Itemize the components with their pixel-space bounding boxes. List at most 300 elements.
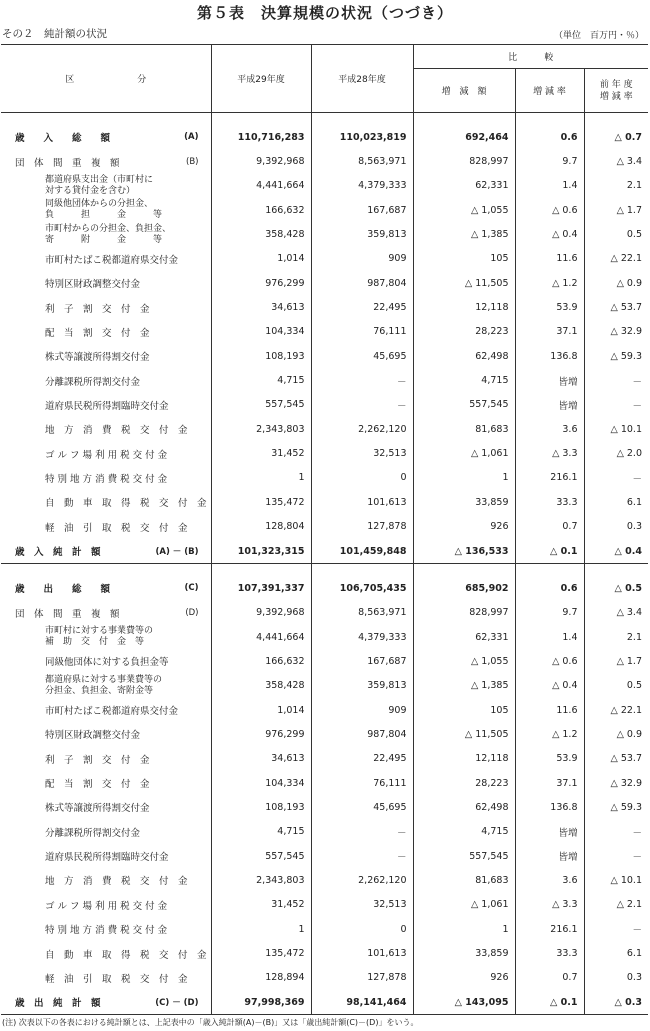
row-label: ゴ ル フ 場 利 用 税 交 付 金	[45, 449, 168, 461]
row-label: 軽 油 引 取 税 交 付 金	[45, 973, 188, 985]
table-row	[1, 490, 648, 514]
cell-v29: 358,428	[211, 674, 311, 698]
cell-v29: 128,894	[211, 966, 311, 990]
table-row	[1, 844, 648, 868]
cell-v29: 110,716,283	[211, 125, 311, 149]
table-row	[1, 320, 648, 344]
header-kubun: 区 分	[1, 45, 211, 113]
cell-v28: 101,459,848	[311, 539, 413, 564]
cell-v29: 166,632	[211, 198, 311, 222]
cell-v29: 4,441,664	[211, 625, 311, 649]
cell-diff: 12,118	[413, 747, 515, 771]
row-label: 同級他団体に対する負担金等	[45, 657, 169, 669]
row-tag: (C) － (D)	[155, 998, 199, 1009]
cell-v28: 4,379,333	[311, 174, 413, 198]
row-label: 都道府県に対する事業費等の 分担金、負担金、寄附金等	[45, 674, 163, 696]
cell-v28: 987,804	[311, 722, 413, 746]
cell-diff: 105	[413, 698, 515, 722]
cell-prev: －	[584, 917, 648, 941]
cell-v28: 106,705,435	[311, 576, 413, 600]
cell-prev: －	[584, 368, 648, 392]
table-row	[1, 271, 648, 295]
row-label-cell	[1, 174, 211, 198]
spacer-cell	[515, 564, 584, 577]
row-label-cell	[1, 393, 211, 417]
page-title: 第５表 決算規模の状況（つづき）	[196, 4, 453, 22]
row-label: 歳 入 純 計 額	[15, 547, 101, 559]
cell-v29: 9,392,968	[211, 601, 311, 625]
row-label: 配 当 割 交 付 金	[45, 779, 150, 791]
table-row	[1, 174, 648, 198]
row-label: 道府県民税所得割臨時交付金	[45, 852, 169, 864]
cell-v29: 108,193	[211, 795, 311, 819]
row-label-cell	[1, 149, 211, 173]
table-row	[1, 893, 648, 917]
cell-diff: 62,498	[413, 344, 515, 368]
row-label-cell	[1, 320, 211, 344]
row-label-cell	[1, 344, 211, 368]
row-label-cell	[1, 515, 211, 539]
cell-prev: △ 32.9	[584, 320, 648, 344]
cell-prev: 2.1	[584, 625, 648, 649]
row-label-cell	[1, 674, 211, 698]
cell-v28: 0	[311, 917, 413, 941]
row-tag: (A)	[184, 132, 199, 143]
table-row	[1, 649, 648, 673]
row-label-cell	[1, 466, 211, 490]
cell-v28: 359,813	[311, 222, 413, 246]
cell-v28: 167,687	[311, 198, 413, 222]
cell-rate: 53.9	[515, 295, 584, 319]
table-row	[1, 576, 648, 600]
spacer-cell	[311, 564, 413, 577]
cell-diff: 926	[413, 515, 515, 539]
cell-v28: 110,023,819	[311, 125, 413, 149]
row-label: 配 当 割 交 付 金	[45, 327, 150, 339]
cell-prev: △ 59.3	[584, 344, 648, 368]
cell-diff: 557,545	[413, 393, 515, 417]
cell-v28: 76,111	[311, 771, 413, 795]
cell-v28: －	[311, 368, 413, 392]
row-label: 特別区財政調整交付金	[45, 279, 141, 291]
spacer-cell	[515, 113, 584, 126]
cell-rate: △ 1.2	[515, 722, 584, 746]
table-row	[1, 247, 648, 271]
row-label: 団 体 間 重 複 額	[15, 157, 120, 169]
cell-diff: 828,997	[413, 149, 515, 173]
table-row	[1, 149, 648, 173]
revenue-section	[1, 113, 648, 564]
cell-diff: △ 136,533	[413, 539, 515, 564]
header-h28: 平成28年度	[311, 45, 413, 113]
cell-rate: 37.1	[515, 771, 584, 795]
spacer-cell	[584, 113, 648, 126]
row-label: 市町村たばこ税都道府県交付金	[45, 254, 179, 266]
table-row	[1, 344, 648, 368]
row-label-cell	[1, 966, 211, 990]
row-label: 市町村からの分担金、負担金、 寄 附 金 等	[45, 223, 172, 245]
cell-rate: 0.6	[515, 125, 584, 149]
cell-v28: 76,111	[311, 320, 413, 344]
cell-v28: 22,495	[311, 747, 413, 771]
cell-rate: 37.1	[515, 320, 584, 344]
table-row	[1, 722, 648, 746]
row-label-cell	[1, 417, 211, 441]
cell-rate: 136.8	[515, 344, 584, 368]
cell-v29: 9,392,968	[211, 149, 311, 173]
cell-diff: 28,223	[413, 320, 515, 344]
cell-prev: △ 1.7	[584, 649, 648, 673]
row-label: 地 方 消 費 税 交 付 金	[45, 425, 188, 437]
row-label-cell	[1, 722, 211, 746]
cell-v28: 45,695	[311, 795, 413, 819]
cell-rate: △ 0.6	[515, 198, 584, 222]
cell-v29: 31,452	[211, 893, 311, 917]
cell-rate: △ 3.3	[515, 893, 584, 917]
cell-prev: △ 22.1	[584, 247, 648, 271]
table-row	[1, 515, 648, 539]
cell-v28: 167,687	[311, 649, 413, 673]
row-label-cell	[1, 649, 211, 673]
row-tag: (D)	[185, 607, 199, 618]
row-label-cell	[1, 990, 211, 1015]
cell-diff: 62,331	[413, 174, 515, 198]
cell-v29: 358,428	[211, 222, 311, 246]
row-label: 軽 油 引 取 税 交 付 金	[45, 522, 188, 534]
header-zennendo: 前 年 度 増 減 率	[584, 69, 648, 113]
cell-rate: 1.4	[515, 625, 584, 649]
cell-v29: 101,323,315	[211, 539, 311, 564]
table-row	[1, 990, 648, 1015]
table-row	[1, 771, 648, 795]
cell-rate: 216.1	[515, 917, 584, 941]
table-row	[1, 601, 648, 625]
expenditure-section	[1, 564, 648, 1015]
cell-v29: 2,343,803	[211, 417, 311, 441]
cell-rate: △ 0.4	[515, 222, 584, 246]
cell-rate: 53.9	[515, 747, 584, 771]
table-row	[1, 417, 648, 441]
cell-diff: 828,997	[413, 601, 515, 625]
cell-v29: 135,472	[211, 941, 311, 965]
table-row	[1, 917, 648, 941]
table-row	[1, 393, 648, 417]
table-row	[1, 539, 648, 564]
cell-diff: △ 1,061	[413, 441, 515, 465]
cell-v29: 4,715	[211, 368, 311, 392]
cell-v29: 34,613	[211, 747, 311, 771]
cell-v29: 166,632	[211, 649, 311, 673]
cell-diff: △ 1,055	[413, 649, 515, 673]
cell-diff: 1	[413, 917, 515, 941]
cell-v28: 4,379,333	[311, 625, 413, 649]
spacer-cell	[311, 113, 413, 126]
cell-prev: △ 53.7	[584, 295, 648, 319]
cell-v29: 1	[211, 466, 311, 490]
cell-prev: △ 0.9	[584, 271, 648, 295]
row-label-cell	[1, 820, 211, 844]
row-label: 同級他団体からの分担金、 負 担 金 等	[45, 199, 163, 221]
cell-prev: △ 59.3	[584, 795, 648, 819]
cell-v28: 2,262,120	[311, 417, 413, 441]
table-row	[1, 368, 648, 392]
cell-diff: 692,464	[413, 125, 515, 149]
cell-diff: 1	[413, 466, 515, 490]
cell-v28: 127,878	[311, 515, 413, 539]
cell-prev: 0.5	[584, 674, 648, 698]
cell-v28: 0	[311, 466, 413, 490]
header-zougen: 増 減 額	[413, 69, 515, 113]
cell-rate: 3.6	[515, 417, 584, 441]
cell-diff: 62,498	[413, 795, 515, 819]
cell-prev: 6.1	[584, 941, 648, 965]
cell-diff: 12,118	[413, 295, 515, 319]
row-label-cell	[1, 368, 211, 392]
cell-v28: －	[311, 393, 413, 417]
cell-v28: 32,513	[311, 441, 413, 465]
cell-v29: 4,441,664	[211, 174, 311, 198]
table-row	[1, 820, 648, 844]
cell-v29: 128,804	[211, 515, 311, 539]
row-label: 市町村に対する事業費等の 補 助 交 付 金 等	[45, 626, 154, 648]
row-label: 自 動 車 取 得 税 交 付 金	[45, 949, 207, 961]
settlement-table	[1, 44, 648, 1015]
cell-diff: 81,683	[413, 417, 515, 441]
table-row	[1, 747, 648, 771]
table-row	[1, 222, 648, 246]
table-row	[1, 125, 648, 149]
row-label: 道府県民税所得割臨時交付金	[45, 400, 169, 412]
header-zougenritsu: 増 減 率	[515, 69, 584, 113]
cell-rate: 皆増	[515, 844, 584, 868]
cell-v28: 987,804	[311, 271, 413, 295]
row-label-cell	[1, 917, 211, 941]
cell-prev: －	[584, 820, 648, 844]
cell-rate: 1.4	[515, 174, 584, 198]
cell-v29: 557,545	[211, 844, 311, 868]
table-row	[1, 966, 648, 990]
spacer-cell	[584, 564, 648, 577]
cell-prev: △ 0.4	[584, 539, 648, 564]
cell-diff: 81,683	[413, 868, 515, 892]
cell-v29: 4,715	[211, 820, 311, 844]
cell-diff: 4,715	[413, 368, 515, 392]
table-row	[1, 941, 648, 965]
cell-diff: △ 1,385	[413, 222, 515, 246]
row-label-cell	[1, 601, 211, 625]
cell-prev: △ 0.5	[584, 576, 648, 600]
row-label-cell	[1, 747, 211, 771]
cell-rate: 皆増	[515, 368, 584, 392]
row-label-cell	[1, 941, 211, 965]
cell-diff: 685,902	[413, 576, 515, 600]
cell-v28: 22,495	[311, 295, 413, 319]
cell-rate: 216.1	[515, 466, 584, 490]
cell-rate: 136.8	[515, 795, 584, 819]
cell-v29: 2,343,803	[211, 868, 311, 892]
cell-v29: 104,334	[211, 771, 311, 795]
cell-v29: 108,193	[211, 344, 311, 368]
table-row	[1, 698, 648, 722]
cell-prev: △ 0.9	[584, 722, 648, 746]
footnote: (注) 次表以下の各表における純計額とは、上記表中の「歳入純計額(A)－(B)」又は「歳出純計額(C)－(D)」をいう。	[2, 1018, 419, 1027]
row-label: 特別区財政調整交付金	[45, 730, 141, 742]
cell-prev: －	[584, 393, 648, 417]
spacer-cell	[211, 113, 311, 126]
cell-rate: 9.7	[515, 601, 584, 625]
cell-prev: 2.1	[584, 174, 648, 198]
cell-rate: △ 0.6	[515, 649, 584, 673]
table-row	[1, 795, 648, 819]
cell-rate: △ 0.4	[515, 674, 584, 698]
cell-prev: △ 3.4	[584, 601, 648, 625]
cell-prev: △ 10.1	[584, 868, 648, 892]
cell-prev: △ 2.0	[584, 441, 648, 465]
cell-prev: △ 1.7	[584, 198, 648, 222]
cell-v28: 8,563,971	[311, 601, 413, 625]
cell-v29: 976,299	[211, 271, 311, 295]
row-label-cell	[1, 490, 211, 514]
spacer-cell	[413, 113, 515, 126]
cell-rate: 皆増	[515, 820, 584, 844]
cell-v28: 32,513	[311, 893, 413, 917]
cell-rate: 33.3	[515, 490, 584, 514]
table-row	[1, 198, 648, 222]
row-label: 特 別 地 方 消 費 税 交 付 金	[45, 925, 168, 937]
cell-v29: 107,391,337	[211, 576, 311, 600]
table-row	[1, 295, 648, 319]
cell-rate: 0.7	[515, 966, 584, 990]
table-row	[1, 625, 648, 649]
cell-v28: 8,563,971	[311, 149, 413, 173]
cell-v28: －	[311, 844, 413, 868]
cell-v28: 359,813	[311, 674, 413, 698]
table-row	[1, 868, 648, 892]
cell-prev: 6.1	[584, 490, 648, 514]
row-label-cell	[1, 247, 211, 271]
cell-diff: △ 1,385	[413, 674, 515, 698]
cell-prev: 0.3	[584, 515, 648, 539]
row-label-cell	[1, 698, 211, 722]
row-label-cell	[1, 222, 211, 246]
cell-rate: 11.6	[515, 698, 584, 722]
cell-prev: △ 2.1	[584, 893, 648, 917]
row-label-cell	[1, 295, 211, 319]
row-label: 株式等譲渡所得割交付金	[45, 352, 150, 364]
cell-diff: 926	[413, 966, 515, 990]
row-label-cell	[1, 271, 211, 295]
cell-v28: 2,262,120	[311, 868, 413, 892]
cell-v29: 976,299	[211, 722, 311, 746]
cell-v29: 31,452	[211, 441, 311, 465]
cell-v28: 101,613	[311, 490, 413, 514]
cell-prev: △ 32.9	[584, 771, 648, 795]
cell-prev: 0.3	[584, 966, 648, 990]
row-label-cell	[1, 441, 211, 465]
cell-v28: 101,613	[311, 941, 413, 965]
cell-prev: 0.5	[584, 222, 648, 246]
row-label: 自 動 車 取 得 税 交 付 金	[45, 498, 207, 510]
cell-rate: △ 3.3	[515, 441, 584, 465]
spacer-row	[1, 113, 648, 126]
table-row	[1, 466, 648, 490]
cell-diff: 28,223	[413, 771, 515, 795]
row-label: 分離課税所得割交付金	[45, 827, 141, 839]
cell-rate: 皆増	[515, 393, 584, 417]
cell-prev: △ 0.3	[584, 990, 648, 1015]
row-label: 団 体 間 重 複 額	[15, 608, 120, 620]
cell-v29: 135,472	[211, 490, 311, 514]
cell-diff: △ 11,505	[413, 271, 515, 295]
cell-rate: 0.7	[515, 515, 584, 539]
row-label: 歳 出 総 額	[15, 584, 111, 596]
row-label-cell	[1, 539, 211, 564]
cell-diff: △ 1,055	[413, 198, 515, 222]
table-row	[1, 441, 648, 465]
row-label: ゴ ル フ 場 利 用 税 交 付 金	[45, 900, 168, 912]
header-h29: 平成29年度	[211, 45, 311, 113]
cell-v28: 45,695	[311, 344, 413, 368]
cell-prev: △ 10.1	[584, 417, 648, 441]
cell-rate: 11.6	[515, 247, 584, 271]
cell-diff: 105	[413, 247, 515, 271]
table-row	[1, 674, 648, 698]
row-label: 株式等譲渡所得割交付金	[45, 803, 150, 815]
row-label-cell	[1, 868, 211, 892]
spacer-row	[1, 564, 648, 577]
row-label: 地 方 消 費 税 交 付 金	[45, 876, 188, 888]
row-label-cell	[1, 198, 211, 222]
cell-diff: △ 143,095	[413, 990, 515, 1015]
row-label: 特 別 地 方 消 費 税 交 付 金	[45, 473, 168, 485]
cell-diff: △ 11,505	[413, 722, 515, 746]
cell-prev: △ 3.4	[584, 149, 648, 173]
header-hikaku: 比 較	[413, 45, 648, 69]
row-label: 利 子 割 交 付 金	[45, 303, 150, 315]
row-tag: (C)	[184, 583, 199, 594]
cell-rate: 9.7	[515, 149, 584, 173]
cell-rate: △ 0.1	[515, 539, 584, 564]
cell-v28: －	[311, 820, 413, 844]
cell-diff: △ 1,061	[413, 893, 515, 917]
cell-prev: －	[584, 844, 648, 868]
cell-v28: 909	[311, 247, 413, 271]
spacer-cell	[413, 564, 515, 577]
row-label-cell	[1, 576, 211, 600]
cell-diff: 4,715	[413, 820, 515, 844]
row-label: 分離課税所得割交付金	[45, 376, 141, 388]
row-label-cell	[1, 795, 211, 819]
cell-prev: △ 53.7	[584, 747, 648, 771]
cell-v29: 1,014	[211, 247, 311, 271]
cell-rate: △ 0.1	[515, 990, 584, 1015]
cell-rate: △ 1.2	[515, 271, 584, 295]
cell-v29: 97,998,369	[211, 990, 311, 1015]
cell-v29: 34,613	[211, 295, 311, 319]
cell-v29: 104,334	[211, 320, 311, 344]
cell-diff: 33,859	[413, 490, 515, 514]
row-label: 都道府県支出金（市町村に 対する貸付金を含む）	[45, 174, 154, 196]
cell-rate: 3.6	[515, 868, 584, 892]
spacer-cell	[1, 113, 211, 126]
row-tag: (B)	[186, 156, 199, 167]
row-label: 歳 出 純 計 額	[15, 998, 101, 1010]
row-label: 市町村たばこ税都道府県交付金	[45, 706, 179, 718]
spacer-cell	[211, 564, 311, 577]
cell-prev: －	[584, 466, 648, 490]
row-tag: (A) － (B)	[155, 547, 199, 558]
cell-diff: 557,545	[413, 844, 515, 868]
